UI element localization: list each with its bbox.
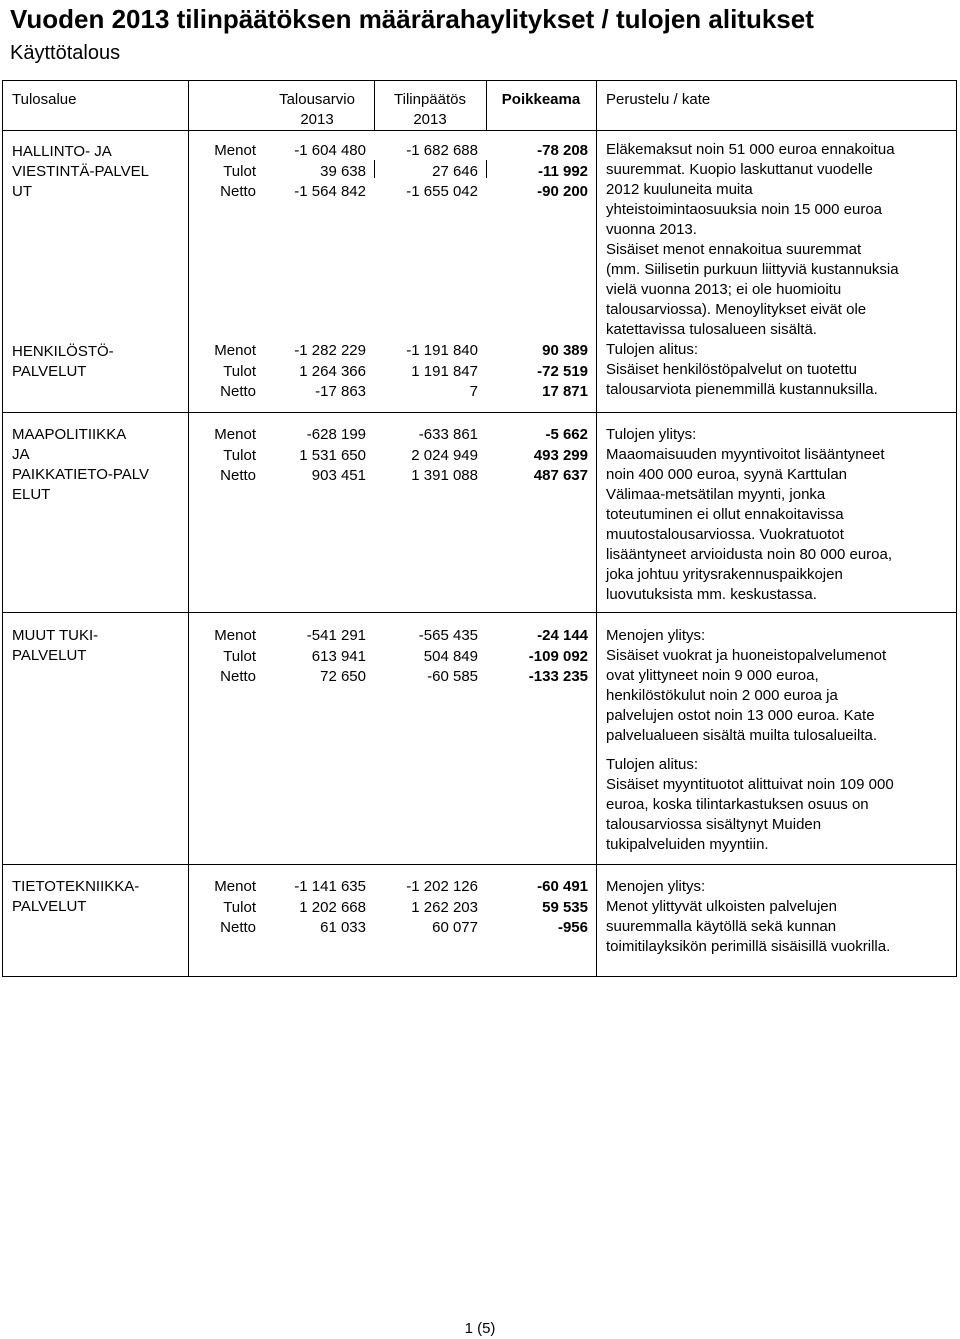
header-actual: Tilinpäätös 2013 xyxy=(394,91,466,128)
deviation-values: -5 662 493 299 487 637 xyxy=(533,426,588,484)
table-border-top xyxy=(2,80,957,81)
row-divider xyxy=(2,412,957,413)
column-divider xyxy=(188,80,189,977)
actual-values: -1 202 126 1 262 203 60 077 xyxy=(406,878,478,936)
area-name: TIETOTEKNIIKKA- PALVELUT xyxy=(12,878,140,915)
budget-values: -628 199 1 531 650 903 451 xyxy=(299,426,366,484)
deviation-values: -60 491 59 535 -956 xyxy=(537,878,588,936)
table-border-right xyxy=(956,80,957,977)
page-number: 1 (5) xyxy=(464,1320,496,1337)
column-divider xyxy=(374,80,375,130)
table-border-bottom xyxy=(2,976,189,977)
area-name: HALLINTO- JA VIESTINTÄ-PALVEL UT xyxy=(12,143,149,200)
area-name: MUUT TUKI- PALVELUT xyxy=(12,627,99,664)
reason-text: Tulojen alitus: Sisäiset myyntituotot alittuivat noin 109 000 euroa, koska tilintarkastuksen osuus on talousarviossa sisältynyt Muiden tukipalveluiden myyntiin. xyxy=(606,756,894,853)
header-budget: Talousarvio 2013 xyxy=(279,91,355,128)
actual-values: -633 861 2 024 949 1 391 088 xyxy=(411,426,478,484)
deviation-values: -78 208 -11 992 -90 200 xyxy=(537,142,588,200)
column-tick xyxy=(374,160,375,178)
row-labels: Menot Tulot Netto xyxy=(214,142,256,200)
row-labels: Menot Tulot Netto xyxy=(214,627,256,685)
header-deviation: Poikkeama xyxy=(501,91,581,108)
header-reason: Perustelu / kate xyxy=(606,91,711,108)
reason-text: Eläkemaksut noin 51 000 euroa ennakoitua suuremmat. Kuopio laskuttanut vuodelle 2012 kuuluneita muita yhteistoimintaosuuksia noin 15 000 euroa vuonna 2013. Sisäiset menot ennakoitua suuremmat (mm. Siilisetin purkuun liittyviä kustannuksia vielä vuonna 2013; ei ole huomioitu talousarviossa). Menoylitykset eivät ole katettavissa tulosalueen sisältä. Tulojen alitus: Sisäiset henkilöstöpalvelut on tuotettu talousarviota pienemmillä kustannuksilla. xyxy=(606,141,899,398)
actual-values: -565 435 504 849 -60 585 xyxy=(418,627,478,685)
actual-values: -1 191 840 1 191 847 7 xyxy=(406,342,478,400)
budget-values: -541 291 613 941 72 650 xyxy=(306,627,366,685)
table-border-left xyxy=(2,80,3,977)
column-divider xyxy=(486,80,487,130)
deviation-values: -24 144 -109 092 -133 235 xyxy=(528,627,588,685)
row-divider xyxy=(2,612,957,613)
header-area: Tulosalue xyxy=(12,91,77,108)
deviation-values: 90 389 -72 519 17 871 xyxy=(537,342,588,400)
row-labels: Menot Tulot Netto xyxy=(214,342,256,400)
row-labels: Menot Tulot Netto xyxy=(214,878,256,936)
row-labels: Menot Tulot Netto xyxy=(214,426,256,484)
row-divider xyxy=(2,864,957,865)
column-divider xyxy=(596,80,597,977)
header-divider xyxy=(2,130,957,131)
area-name: HENKILÖSTÖ- PALVELUT xyxy=(12,343,114,380)
page-title: Vuoden 2013 tilinpäätöksen määrärahaylitykset / tulojen alitukset xyxy=(10,4,814,34)
reason-text: Menojen ylitys: Sisäiset vuokrat ja huoneistopalvelumenot ovat ylittyneet noin 9 000 euroa, henkilöstökulut noin 2 000 euroa ja palvelujen ostot noin 13 000 euroa. Kate palvelualueen sisältä muilta tulosalueilta. xyxy=(606,627,887,744)
actual-values: -1 682 688 27 646 -1 655 042 xyxy=(406,142,478,200)
reason-text: Tulojen ylitys: Maaomaisuuden myyntivoitot lisääntyneet noin 400 000 euroa, syynä Karttulan Välimaa-metsätilan myynti, jonka toteutuminen ei ollut ennakoitavissa muutostalousarviossa. Vuokratuotot lisääntyneet arvioidusta noin 80 000 euroa, joka johtuu yritysrakennuspaikkojen luovutuksista mm. keskustassa. xyxy=(606,426,893,603)
budget-values: -1 604 480 39 638 -1 564 842 xyxy=(294,142,366,200)
reason-text: Menojen ylitys: Menot ylittyvät ulkoisten palvelujen suuremmalla käytöllä sekä kunnan toimitilayksikön perimillä sisäisillä vuokrilla. xyxy=(606,878,891,955)
budget-values: -1 141 635 1 202 668 61 033 xyxy=(294,878,366,936)
area-name: MAAPOLITIIKKA JA PAIKKATIETO-PALV ELUT xyxy=(12,426,149,503)
budget-values: -1 282 229 1 264 366 -17 863 xyxy=(294,342,366,400)
table-border-bottom xyxy=(188,976,957,977)
page-subtitle: Käyttötalous xyxy=(10,42,121,64)
